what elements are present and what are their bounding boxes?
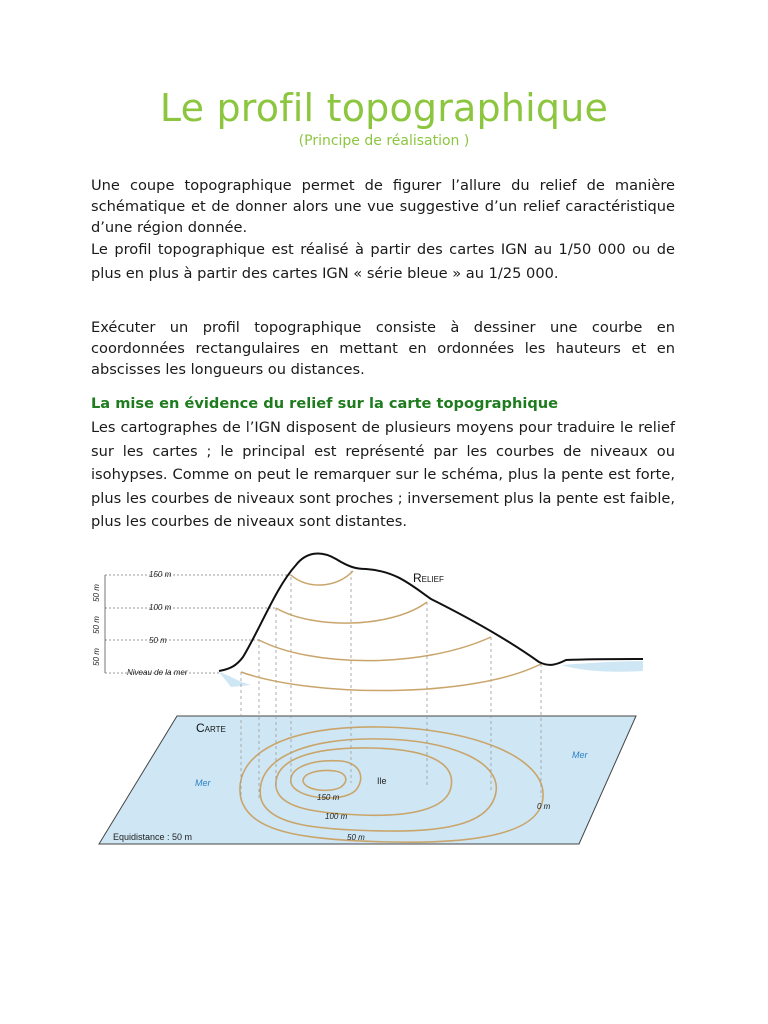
level-50-label: 50 m — [149, 636, 167, 645]
relief-map-diagram — [91, 547, 651, 847]
interval-label-middle: 50 m — [92, 616, 101, 634]
map-contour-150-label: 150 m — [317, 793, 340, 802]
intro-paragraph: Une coupe topographique permet de figurer l’allure du relief de manière schématique et de donner alors une vue suggestive d’un relief caractéristique d’une région donnée. — [91, 177, 675, 236]
interval-label-top: 50 m — [92, 584, 101, 602]
sea-label-right: Mer — [572, 750, 588, 760]
level-150-label: 150 m — [149, 570, 172, 579]
map-plane — [99, 716, 636, 844]
section-heading: La mise en évidence du relief sur la carte topographique — [91, 395, 559, 412]
relief-contour-50 — [259, 637, 491, 661]
relief-contour-150 — [291, 571, 353, 585]
map-contour-0-label: 0 m — [537, 802, 551, 811]
sea-label-left: Mer — [195, 778, 211, 788]
relief-sea-right — [561, 661, 643, 672]
method-paragraph: Exécuter un profil topographique consiste à dessiner une courbe en coordonnées rectangulaires en mettant en ordonnées les hauteurs et en abscisses les longueurs ou distances. — [91, 319, 675, 378]
page-title: Le profil topographique — [159, 86, 609, 130]
page-subtitle: (Principe de réalisation ) — [298, 133, 470, 149]
level-lines — [105, 575, 291, 673]
section-paragraph: Les cartographes de l’IGN disposent de plusieurs moyens pour traduire le relief sur les cartes ; le principal est représenté par les courbes de niveaux ou isohypses. Comme on peut le remarquer sur le schéma, plus la pente est forte, plus les courbes de niveaux sont proches ; inversement plus la pente est faible, plus les courbes de niveaux sont distantes. — [91, 419, 675, 530]
source-paragraph: Le profil topographique est réalisé à partir des cartes IGN au 1/50 000 ou de plus en plus à partir des cartes IGN « série bleue » au 1/25 000. — [91, 241, 675, 282]
relief-contour-0 — [241, 664, 541, 691]
sea-level-label: Niveau de la mer — [127, 668, 188, 677]
map-contour-50-label: 50 m — [347, 833, 365, 842]
island-label: Ile — [377, 776, 387, 786]
relief-contours — [241, 571, 541, 691]
relief-label: Relief — [413, 571, 444, 585]
carte-label: Carte — [196, 721, 226, 735]
relief-contour-100 — [276, 602, 427, 623]
equidistance-label: Equidistance : 50 m — [113, 832, 193, 842]
interval-label-bottom: 50 m — [92, 648, 101, 666]
level-100-label: 100 m — [149, 603, 172, 612]
map-contour-100-label: 100 m — [325, 812, 348, 821]
